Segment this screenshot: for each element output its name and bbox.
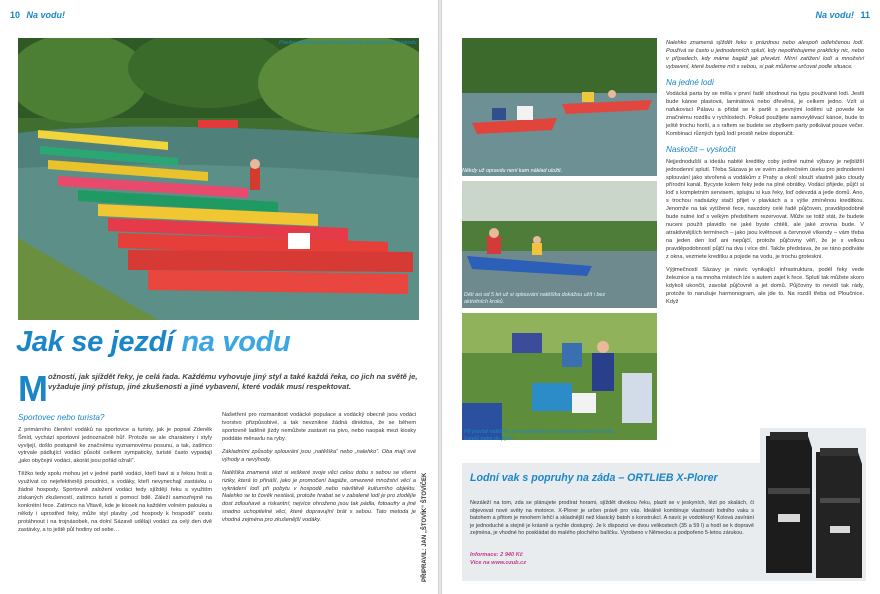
loaded-canoes-illustration — [462, 38, 657, 176]
author-byline — [420, 452, 432, 582]
subhead-naskocit: Naskočit – vyskočit — [666, 145, 736, 155]
col2-paragraph-1: Našetření pro rozmanitost vodácké populace a vodácký obecně jsou vodáci tvorstvo přizpůsobivé, a tak nevznikne žádná direktiva, že se během sportovně laděné jízdy nemůžete zastavit na pivo, nebo naopak mezi kiosky poddáte měnavlu na ryby. — [222, 412, 416, 442]
col2-paragraph-2: Základními způsoby splouvání jsou „natěšíka“ nebo „nalehko“. Oba mají své výhody a nevýhody. — [222, 448, 416, 463]
page-number: 10 — [10, 10, 21, 20]
main-photo-canoes — [18, 38, 419, 320]
photo-packing-gear — [462, 313, 657, 440]
caption-3: Při plavbě natěšíka se neobejdete bez pečlivého balení bud do barelů nebo do pytle. — [464, 429, 614, 443]
left-folio — [10, 10, 65, 20]
caption-1: Někdy už opravdu není kam náklad uložit. — [462, 168, 563, 174]
photo-dry-bags — [760, 428, 866, 581]
dry-bags-illustration — [760, 428, 866, 581]
left-column-1 — [18, 412, 212, 540]
product-info — [470, 552, 526, 568]
text-sazava-infrastruktura: Výjimečností Sázavy je navíc vynikající infrastruktura, podél řeky vede železnice a na mnoha místech lze s autem zajet k řece. Splutí tak můžete skoro kdykoli ukončit, zavolat půjčovně a jet domů. Půjčovny to nevidí tak rády, protože to narušuje harmonogram, ale jde to. Na rozdíl třeba od Ploučnice. Když — [666, 266, 864, 305]
col2-paragraph-3: Natěšíka znamená vézt si veškeré svoje věci celou dobu s sebou se všemi riziky, která to přináší, jako je promočení bagáže, omezené množství věcí a vykrádení lodí při pobytu v hospodě nebo návštěvě kulturního objektu. Nalehko se to čověk nestává, protože hrabat se v zabalené lodi je pro zlodějíe dost zdlouhavé a riskantní; nejvíce ohroženo jsou tak pádla, fotoaufry a jiné snadno uchopitelné věci, které dopravujíní brát s sebou. Tato metoda je vhodná zejména pro zkušenější vodáky. — [222, 469, 416, 524]
caption-2: Děti asi od 5 let už si splouvání natěšíka dokážou užít i bez aktivitních kroků. — [464, 292, 606, 306]
byline-text: PŘIPRAVIL: JAN „ŠTOVÍK“ ŠTOVÍČEK — [422, 472, 428, 582]
left-column-2 — [222, 412, 416, 530]
section-name: Na vodu! — [26, 10, 66, 20]
product-web: Více na www.ozub.cz — [470, 559, 527, 566]
article-headline — [16, 326, 290, 359]
right-folio — [815, 10, 870, 20]
headline-part2: na vodu — [181, 326, 291, 358]
text-naskocit: Nejjednodušší a ideálu nabité kreditky coby jediné nutné výbavy je nejbližší jednodenní splutí. Třeba Sázava je ve svém závěrečném úseku pro jednodenní splouvání jako stvořená a vodákům z Prahy a okolí slouží vlastně jako cloudy přírodní kanál. Bycyste kolem řeky jede na plné obrátky. Vodáci přijede, půjčí si loď s kompletním servisem, splujou si kus řeky, loď odevzdá a jede domů. Ano, s trochou nadsázky stačí přijet v plavkách a s výše zmíněnou kreditkou. Jenomže na tak vytížené řece, navzdory celé řadě půjčoven, pravděpodobně bude nutné loď s velkým předstihem rezervovat. Může se totiž stát, že budete nuceni použít plavidlo ne jaké byste chtěli, ale jaké zrovna bude. V atraktivnějších termínech – jako jsou květnové a červnové víkendy – vám třeba na jeden den loď ani nepůjčí, protože půjčovny věří, že je s velkou pravděpodobností půjčí na dva i více dní. Takže představa, že se ráno podíváte z okna, vezmete kreditku a pojede na vodu, je trochu groteskní. — [666, 158, 864, 260]
subhead-sportovec: Sportovec nebo turista? — [18, 413, 105, 422]
page-number: 11 — [860, 10, 870, 20]
lead-dropcap: M — [18, 368, 48, 409]
subhead-na-jedne-lodi: Na jedné lodi — [666, 77, 714, 87]
col1-paragraph-1: Z primárního členění vodáků na sportovce a turisty, jak je popsal Zdeněk Šmíd, vychází sportovní jednoznačně hůř. Protože se ale charaktery i styly vyvíjejí, došlo postupně ke značnému vyznamovému posunu, a tak, zatímco vytrvale pádlující vodáci působí celkem sympaticky, turisté často vypadají „jako obyčejní vodáci, akorát jsou pořád ožralí“. — [18, 426, 212, 465]
packing-gear-illustration — [462, 313, 657, 440]
kids-canoe-illustration — [462, 181, 657, 308]
col1-paragraph-2: Těžko tedy spolu mohou jet v jedné partě vodáci, kteří baví si s řekou hrát a využívat co nejefektivněji proudnici, s vodáky, kteří nevynechají zastávku u žádné hospody. Sportovně založení vodáci tedy sjíždějí řeku s využitím získaných zkušeností, zatímco turisti s pomocí bdě. Záleží samozřejmě na konkrétní řece. Zatímco na Vltavě, kde je kiosek na každém volném palouku a někdy i uprostřed řeky, může styl plavby „od hospody k hospodě“ cestu protáhnout i na trojnásobek, na dolní Sázavě udělají vodáci za celý den dvě zastávky, a to ještě půl hodiny od sebe… — [18, 471, 212, 533]
canoes-illustration — [18, 38, 419, 320]
right-column — [666, 40, 864, 312]
photo-loaded-canoes — [462, 38, 657, 176]
headline-part1: Jak se jezdí — [16, 326, 174, 358]
section-name: Na vodu! — [815, 10, 854, 20]
product-price: Informace: 2 940 Kč — [470, 552, 523, 558]
left-page — [0, 0, 438, 594]
product-description: Nezáleží na tom, zda se plánujete prodírat horami, sjíždět divokou řeku, plazit se v jeskyních, lézt po skalách, či objevovat nové světy na motorce. X-Plorer je určen právě pro vás. Ideálně kombinuje vlastnosti lodního vaku s batohem a přitom je mnohem lehčí a skladnější než klasický batoh s konstrukcí. A navíc je vodotěsný! Kolová zavírání je jednoduché a stejně je krásně a rychle dostupný. Je k dispozici ve dvou velikostech (35 a 59 l) a hodí se k dopravě zejména, je vhodné ho poskládat do malého plochého balíčku. Vyrobeno v Německu a podpořeno 5-letou zárukou. — [470, 500, 754, 537]
intro-paragraph: Nalehko znamená sjíždět řeku s prázdnou nebo alespoň odlehčenou lodí. Používá se často u jednodenních splutí, kdy nepotřebujeme prakticky nic, nebo v případech, kdy máme bagáž jak převézt. Mírní zatížení lodí a množství vybavení, které budeme mít s sebou, si pak můžeme určovat podle situace. — [666, 40, 864, 70]
lead-paragraph: ožností, jak sjíždět řeky, je celá řada. Každému vyhovuje jiný styl a také každá řeka, co jich na světě je, vyžaduje jiný přístup, jiné zkušenosti a jiné vybavení, které vodák musí respektovat. — [48, 372, 418, 392]
photo-kids-canoe — [462, 181, 657, 308]
text-na-jedne-lodi: Vodácká parta by se měla v první řadě shodnout na typu používané lodi. Jestli bude kánoe plastová, laminátová nebo dřevěná, je celkem jedno. Vzít si nafukovací Pálavu a přidat se k partě s pevnými loděmi už povede ke značnému rozdílu v rychlostech. Pokud použijete samovylévací kánoe, bude to ještě trochu horší, a s raftem se budete se zbytkem party potkávat pouze večer. Kombinaci různých typů lodí prostě nelze doporučit. — [666, 91, 864, 138]
main-photo-caption: Plavba natěšíka znamená prakticky nekonečnou svobodu. — [278, 40, 418, 46]
product-title: Lodní vak s popruhy na záda – ORTLIEB X-Plorer — [470, 472, 718, 484]
